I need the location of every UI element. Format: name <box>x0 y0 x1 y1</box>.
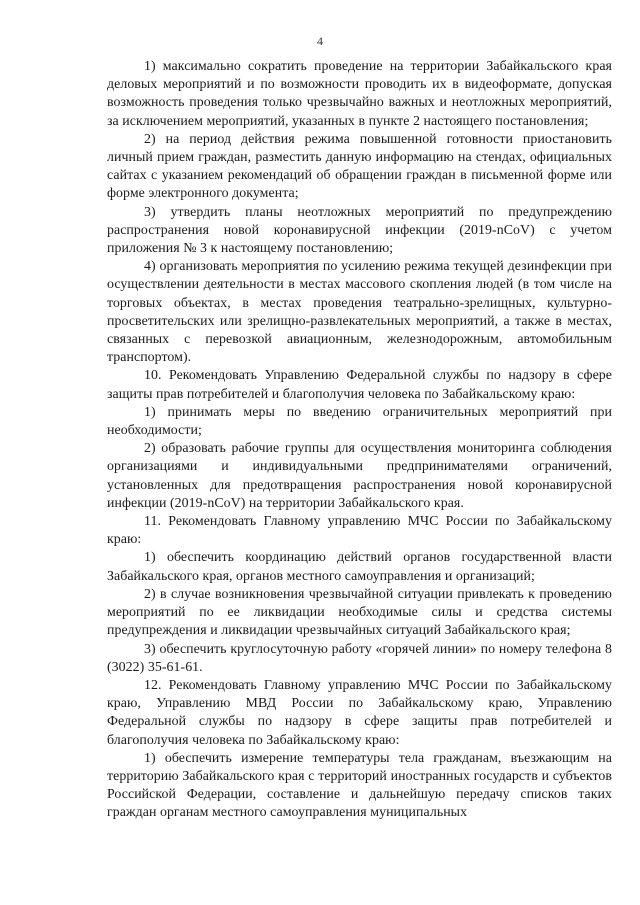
paragraph-11-1: 1) обеспечить координацию действий органов государственной власти Забайкальского края, органов местного самоуправления и организаций; <box>107 550 612 584</box>
paragraph-11-2: 2) в случае возникновения чрезвычайной ситуации привлекать к проведению мероприятий по ее ликвидации необходимые силы и средства системы предупреждения и ликвидации чрезвычайных ситуаций Забайкальского края; <box>107 586 612 639</box>
paragraph-9-3: 3) утвердить планы неотложных мероприятий по предупреждению распространения новой коронавирусной инфекции (2019-nCoV) с учетом приложения № 3 к настоящему постановлению; <box>107 204 612 257</box>
paragraph-11: 11. Рекомендовать Главному управлению МЧС России по Забайкальскому краю: <box>107 514 612 548</box>
paragraph-10-1: 1) принимать меры по введению ограничительных мероприятий при необходимости; <box>107 404 612 439</box>
paragraph-9-4: 4) организовать мероприятия по усилению режима текущей дезинфекции при осуществлении деятельности в местах массового скопления людей (в том числе на торговых объектах, в местах проведения театрально-зрелищных, культурно-просветительских или зрелищно-развлекательных мероприятий, а также в местах, связанных с перевозкой авиационным, железнодорожным, автомобильным транспортом). <box>107 259 612 366</box>
document-body <box>107 58 612 823</box>
paragraph-10: 10. Рекомендовать Управлению Федеральной службы по надзору в сфере защиты прав потребителей и благополучия человека по Забайкальскому краю: <box>107 368 612 402</box>
paragraph-9-1: 1) максимально сократить проведение на территории Забайкальского края деловых мероприятий и по возможности проводить их в видеоформате, допуская возможность проведения только чрезвычайно важных и неотложных мероприятий, за исключением мероприятий, указанных в пункте 2 настоящего постановления; <box>107 59 612 129</box>
paragraph-12: 12. Рекомендовать Главному управлению МЧС России по Забайкальскому краю, Управлению МВД России по Забайкальскому краю, Управлению Федеральной службы по надзору в сфере защиты прав потребителей и благополучия человека по Забайкальскому краю: <box>107 677 612 748</box>
paragraph-12-1: 1) обеспечить измерение температуры тела гражданам, въезжающим на территорию Забайкальского края с территорий иностранных государств и субъектов Российской Федерации, составление и дальнейшую передачу списков таких граждан органам местного самоуправления муниципальных <box>107 750 612 821</box>
paragraph-10-2: 2) образовать рабочие группы для осуществления мониторинга соблюдения организациями и индивидуальными предпринимателями ограничений, установленных для предотвращения распространения новой коронавирусной инфекции (2019-nCoV) на территории Забайкальского края. <box>107 441 612 511</box>
paragraph-11-3: 3) обеспечить круглосуточную работу «горячей линии» по номеру телефона 8 (3022) 35-61-61. <box>107 641 612 675</box>
paragraph-9-2: 2) на период действия режима повышенной готовности приостановить личный прием граждан, разместить данную информацию на стендах, официальных сайтах с указанием рекомендаций об обращении граждан в письменной форме или форме электронного документа; <box>107 131 612 202</box>
page-number: 4 <box>317 34 323 48</box>
